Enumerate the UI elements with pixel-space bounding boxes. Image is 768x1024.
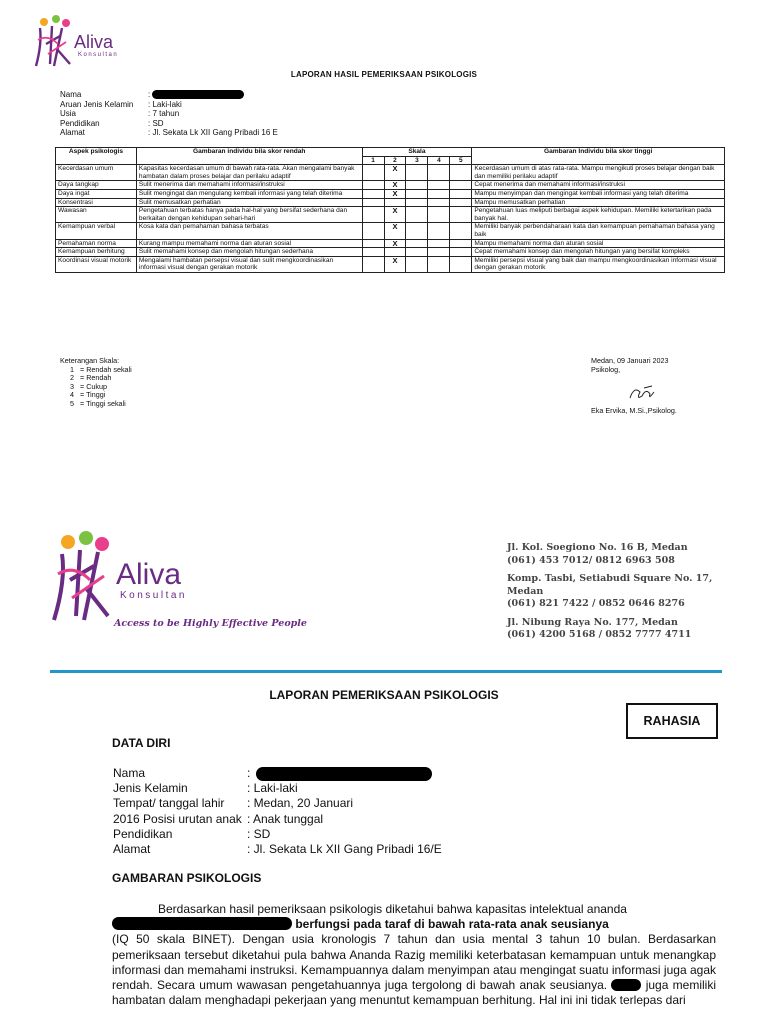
info-row: Pendidikan : SD xyxy=(113,826,271,841)
table-row xyxy=(56,256,725,272)
scale-num: 1 xyxy=(362,156,384,165)
identity-block-large xyxy=(113,766,442,857)
redacted-name xyxy=(256,767,432,781)
low-description-cell: Kosa kata dan pemahaman bahasa terbatas xyxy=(136,223,362,239)
col-low: Gambaran individu bila skor rendah xyxy=(136,148,362,165)
scale-cell xyxy=(450,239,472,248)
low-description-cell: Sulit memahami konsep dan mengolah hitungan sederhana xyxy=(136,248,362,257)
scale-cell xyxy=(362,207,384,223)
svg-text:Aliva: Aliva xyxy=(74,32,114,52)
high-description-cell: Pengetahuan luas meliputi berbagai aspek kehidupan. Memiliki ketertarikan pada banyak hal. xyxy=(472,207,725,223)
info-row: 2016 Posisi urutan anak : Anak tunggal xyxy=(113,811,324,826)
scale-cell xyxy=(362,198,384,207)
aspect-cell: Daya ingat xyxy=(56,189,137,198)
scale-cell xyxy=(406,165,428,181)
scale-cell xyxy=(428,181,450,190)
table-row xyxy=(56,239,725,248)
col-high: Gambaran Individu bila skor tinggi xyxy=(472,148,725,165)
aspect-cell: Kemampuan berhitung xyxy=(56,248,137,257)
table-row xyxy=(56,181,725,190)
header-divider xyxy=(50,670,722,673)
signature-mark xyxy=(626,382,662,404)
aspect-cell: Daya tangkap xyxy=(56,181,137,190)
info-row: Pendidikan : SD xyxy=(60,118,164,128)
table-row xyxy=(56,198,725,207)
assessment-table xyxy=(55,147,725,273)
scale-cell xyxy=(428,223,450,239)
low-description-cell: Kurang mampu memahami norma dan aturan sosial xyxy=(136,239,362,248)
scale-cell xyxy=(450,165,472,181)
scale-cell xyxy=(428,189,450,198)
high-description-cell: Cepat memahami konsep dan mengolah hitungan yang bersifat kompleks xyxy=(472,248,725,257)
scale-cell xyxy=(406,239,428,248)
tagline: Access to be Highly Effective People xyxy=(114,618,307,629)
svg-text:Konsultan: Konsultan xyxy=(78,52,119,58)
place-date: Medan, 09 Januari 2023 xyxy=(591,356,669,365)
signature-block xyxy=(591,357,669,374)
scale-cell xyxy=(428,165,450,181)
scale-cell: X xyxy=(384,223,406,239)
table-row xyxy=(56,165,725,181)
info-row: Aruan Jenis Kelamin : Laki-laki xyxy=(60,99,182,109)
contact-block xyxy=(507,542,727,648)
scale-cell xyxy=(406,223,428,239)
scale-cell xyxy=(362,239,384,248)
col-scale: Skala xyxy=(362,148,472,157)
contact-entry: Jl. Kol. Soegiono No. 16 B, Medan (061) 453 7012/ 0812 6963 508 xyxy=(507,542,688,566)
scale-cell: X xyxy=(384,256,406,272)
contact-entry: Komp. Tasbi, Setiabudi Square No. 17, Medan (061) 821 7422 / 0852 0646 8276 xyxy=(507,573,713,609)
signer-name: Eka Ervika, M.Si.,Psikolog. xyxy=(591,406,677,415)
scale-cell xyxy=(428,198,450,207)
data-diri-heading: DATA DIRI xyxy=(112,736,171,750)
low-description-cell: Pengetahuan terbatas hanya pada hal-hal yang bersifat sederhana dan berkaitan dengan kehidupan sehari-hari xyxy=(136,207,362,223)
scale-cell xyxy=(362,181,384,190)
scale-cell xyxy=(450,181,472,190)
aspect-cell: Pemahaman norma xyxy=(56,239,137,248)
high-description-cell: Cepat menerima dan memahami informasi/instruksi xyxy=(472,181,725,190)
report-title: LAPORAN HASIL PEMERIKSAAN PSIKOLOGIS xyxy=(290,70,478,79)
scale-num: 3 xyxy=(406,156,428,165)
info-row: Tempat/ tanggal lahir : Medan, 20 Januari xyxy=(113,796,354,811)
scale-cell xyxy=(384,248,406,257)
scale-cell xyxy=(362,256,384,272)
contact-entry: Jl. Nibung Raya No. 177, Medan (061) 4200 5168 / 0852 7777 4711 xyxy=(507,616,692,640)
high-description-cell: Memiliki persepsi visual yang baik dan mampu mengkoordinasikan informasi visual dengan gerakan motorik xyxy=(472,256,725,272)
redacted-name xyxy=(112,917,292,930)
scale-num: 4 xyxy=(428,156,450,165)
scale-cell xyxy=(450,256,472,272)
table-row xyxy=(56,223,725,239)
table-row xyxy=(56,189,725,198)
aspect-cell: Koordinasi visual motorik xyxy=(56,256,137,272)
info-row: Usia : 7 tahun xyxy=(60,109,180,118)
info-row: Alamat : Jl. Sekata Lk XII Gang Pribadi 16 E xyxy=(60,128,278,137)
col-aspect: Aspek psikologis xyxy=(56,148,137,165)
scale-cell xyxy=(428,256,450,272)
scale-cell xyxy=(450,189,472,198)
scale-cell xyxy=(362,248,384,257)
redacted-name xyxy=(152,90,244,99)
aspect-cell: Kecerdasan umum xyxy=(56,165,137,181)
info-row: Jenis Kelamin : Laki-laki xyxy=(113,781,298,796)
aliva-logo xyxy=(32,14,132,74)
scale-cell xyxy=(406,198,428,207)
aspect-cell: Kemampuan verbal xyxy=(56,223,137,239)
gambaran-paragraph: Berdasarkan hasil pemeriksaan psikologis diketahui bahwa kapasitas intelektual ananda berfungsi pada taraf di bawah rata-rata anak seusianya (IQ 50 skala BINET). Dengan usia kronologis 7 tahun dan usia mental 3 tahun 10 bulan. Berdasarkan pemeriksaan tersebut diketahui pula bahwa Ananda Razig memiliki keterbatasan kemampuan untuk menangkap informasi dan memahami instruksi. Kemampuannya dalam menyimpan atau mengingat suatu informasi juga agak rendah. Secara umum wawasan pengetahuannya juga tergolong di bawah anak seusianya. juga memiliki hambatan dalam menghadapi pekerjaan yang menuntut kemampuan berhitung. Hal ini ini tidak terlepas dari xyxy=(112,902,716,1008)
scale-cell xyxy=(362,189,384,198)
scale-cell xyxy=(406,189,428,198)
scale-cell xyxy=(450,207,472,223)
scale-num: 2 xyxy=(384,156,406,165)
low-description-cell: Sulit mengingat dan mengulang kembali informasi yang telah diterima xyxy=(136,189,362,198)
scale-cell xyxy=(406,248,428,257)
scale-cell xyxy=(450,198,472,207)
identity-block xyxy=(60,90,278,138)
high-description-cell: Kecerdasan umum di atas rata-rata. Mampu mengikuti proses belajar dengan baik dan memiliki perilaku adaptif xyxy=(472,165,725,181)
report-title-large: LAPORAN PEMERIKSAAN PSIKOLOGIS xyxy=(269,688,499,702)
scale-legend: Keterangan Skala: 1 = Rendah sekali 2 = Rendah 3 = Cukup 4 = Tinggi 5 = Tinggi sekali xyxy=(60,356,132,408)
confidential-stamp: RAHASIA xyxy=(626,703,718,739)
low-description-cell: Sulit memusatkan perhatian xyxy=(136,198,362,207)
scale-cell xyxy=(450,248,472,257)
low-description-cell: Kapasitas kecerdasan umum di bawah rata-rata. Akan mengalami banyak hambatan dalam proses belajar dan perilaku adaptif xyxy=(136,165,362,181)
low-description-cell: Sulit menerima dan memahami informasi/instruksi xyxy=(136,181,362,190)
aspect-cell: Konsentrasi xyxy=(56,198,137,207)
scale-cell xyxy=(406,181,428,190)
scale-cell: X xyxy=(384,189,406,198)
scale-cell xyxy=(362,223,384,239)
info-row: Nama : xyxy=(60,90,278,100)
low-description-cell: Mengalami hambatan persepsi visual dan sulit mengkoordinasikan informasi visual dengan gerakan motorik xyxy=(136,256,362,272)
redacted-name xyxy=(611,979,641,991)
signer-role: Psikolog, xyxy=(591,364,621,374)
scale-cell: X xyxy=(384,181,406,190)
scale-cell: X xyxy=(384,165,406,181)
info-row: Alamat : Jl. Sekata Lk XII Gang Pribadi 16/E xyxy=(113,842,442,857)
high-description-cell: Mampu memahami norma dan aturan sosial xyxy=(472,239,725,248)
scale-num: 5 xyxy=(450,156,472,165)
scale-cell xyxy=(406,207,428,223)
svg-text:Aliva: Aliva xyxy=(116,558,182,591)
scale-cell xyxy=(428,239,450,248)
svg-text:Konsultan: Konsultan xyxy=(120,590,187,601)
scale-cell: X xyxy=(384,207,406,223)
high-description-cell: Mampu menyimpan dan mengingat kembali informasi yang telah diterima xyxy=(472,189,725,198)
scale-cell xyxy=(428,248,450,257)
high-description-cell: Memiliki banyak perbendaharaan kata dan kemampuan pemahaman bahasa yang baik xyxy=(472,223,725,239)
table-row xyxy=(56,248,725,257)
scale-cell xyxy=(406,256,428,272)
table-row xyxy=(56,207,725,223)
scale-cell xyxy=(428,207,450,223)
info-row: Nama : xyxy=(113,766,442,781)
gambaran-heading: GAMBARAN PSIKOLOGIS xyxy=(112,871,262,885)
scale-cell xyxy=(450,223,472,239)
scale-cell: X xyxy=(384,239,406,248)
scale-cell xyxy=(362,165,384,181)
aspect-cell: Wawasan xyxy=(56,207,137,223)
high-description-cell: Mampu memusatkan perhatian xyxy=(472,198,725,207)
